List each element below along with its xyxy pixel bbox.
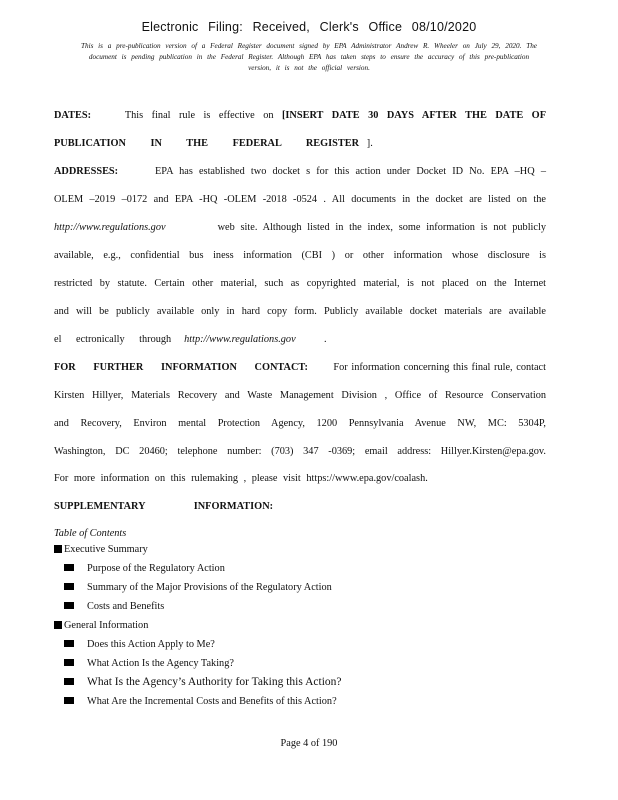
bullet-square-icon xyxy=(64,640,74,647)
addresses-line-5: restricted by statute. Certain other material, such as copyrighted material, is not placed on the Internet xyxy=(54,278,546,289)
toc-item[interactable] xyxy=(64,658,234,669)
addresses-text-1: EPA has established two docket s for this action under Docket ID No. EPA –HQ – xyxy=(155,166,546,177)
addresses-line-4: available, e.g., confidential bus iness information (CBI ) or other information whose disclosure is xyxy=(54,250,546,261)
toc-item-label: Costs and Benefits xyxy=(87,601,165,612)
contact-line-5: For more information on this rulemaking , please visit https://www.epa.gov/coalash. xyxy=(54,473,428,484)
contact-line-3: and Recovery, Environ mental Protection Agency, 1200 Pennsylvania Avenue NW, MC: 5304P, xyxy=(54,418,546,429)
regulations-link[interactable]: http://www.regulations.gov xyxy=(54,222,166,233)
bullet-square-icon xyxy=(64,602,74,609)
filing-stamp-header: Electronic Filing: Received, Clerk's Office 08/10/2020 xyxy=(141,20,477,34)
addresses-line-6: and will be publicly available only in hard copy form. Publicly available docket materials are available xyxy=(54,306,546,317)
bullet-square-icon xyxy=(54,621,62,629)
contact-line-2: Kirsten Hillyer, Materials Recovery and Waste Management Division , Office of Resource Conservation xyxy=(54,390,546,401)
bullet-square-icon xyxy=(64,583,74,590)
supplementary-label: SUPPLEMENTARY INFORMATION: xyxy=(54,501,274,512)
toc-section-1[interactable] xyxy=(54,544,148,555)
toc-section-2-label: General Information xyxy=(64,620,149,631)
supplementary-heading xyxy=(54,501,273,512)
addresses-line-1 xyxy=(54,166,546,177)
toc-item[interactable] xyxy=(64,676,342,688)
page-number: Page 4 of 190 xyxy=(280,738,338,749)
dates-line-2 xyxy=(54,138,373,149)
bullet-square-icon xyxy=(54,545,62,553)
addresses-text-3: web site. Although listed in the index, some information is not publicly xyxy=(217,222,546,233)
toc-item-label: Summary of the Major Provisions of the Regulatory Action xyxy=(87,582,332,593)
toc-title: Table of Contents xyxy=(54,528,127,539)
addresses-line-7 xyxy=(54,334,327,345)
contact-line-1 xyxy=(54,362,546,373)
regulations-link-2[interactable]: http://www.regulations.gov xyxy=(184,334,296,345)
toc-item-label: What Is the Agency’s Authority for Taking this Action? xyxy=(87,676,342,688)
toc-item-label: What Action Is the Agency Taking? xyxy=(87,658,234,669)
addresses-line-3 xyxy=(54,222,546,233)
toc-item-label: What Are the Incremental Costs and Benefits of this Action? xyxy=(87,696,337,707)
dates-line-1 xyxy=(54,110,546,121)
contact-line-4: Washington, DC 20460; telephone number: (703) 347 -0369; email address: Hillyer.Kirsten@epa.gov. xyxy=(54,446,546,457)
contact-label: FOR FURTHER INFORMATION CONTACT: xyxy=(54,362,308,373)
dates-publication: PUBLICATION IN THE FEDERAL REGISTER xyxy=(54,138,360,149)
toc-item[interactable] xyxy=(64,601,164,612)
toc-item[interactable] xyxy=(64,582,332,593)
addresses-label: ADDRESSES: xyxy=(54,166,119,177)
toc-item-label: Purpose of the Regulatory Action xyxy=(87,563,225,574)
prepublication-notice: This is a pre-publication version of a Federal Register document signed by EPA Administrator Andrew R. Wheeler on July 29, 2020. The document is pending publication in the Federal Register. Although EPA has taken steps to ensure the accuracy of this pre-publication version, it is not the official version. xyxy=(80,42,537,72)
dates-label: DATES: xyxy=(54,110,91,121)
addresses-line-2: OLEM –2019 –0172 and EPA -HQ -OLEM -2018 -0524 . All documents in the docket are listed on the xyxy=(54,194,546,205)
dates-text: This final rule is effective on xyxy=(124,110,282,121)
toc-section-1-label: Executive Summary xyxy=(64,544,148,555)
toc-item[interactable] xyxy=(64,696,337,707)
toc-item-label: Does this Action Apply to Me? xyxy=(87,639,215,650)
bullet-square-icon xyxy=(64,659,74,666)
bullet-square-icon xyxy=(64,564,74,571)
dates-insert: [INSERT DATE 30 DAYS AFTER THE DATE OF xyxy=(282,110,546,121)
toc-item[interactable] xyxy=(64,639,215,650)
dates-end: ]. xyxy=(366,138,373,149)
bullet-square-icon xyxy=(64,678,74,685)
addresses-end: . xyxy=(323,334,327,345)
bullet-square-icon xyxy=(64,697,74,704)
addresses-electronically: el ectronically through xyxy=(54,334,172,345)
toc-item[interactable] xyxy=(64,563,225,574)
toc-section-2[interactable] xyxy=(54,620,148,631)
contact-text-1: For information concerning this final rule, contact xyxy=(333,362,546,373)
